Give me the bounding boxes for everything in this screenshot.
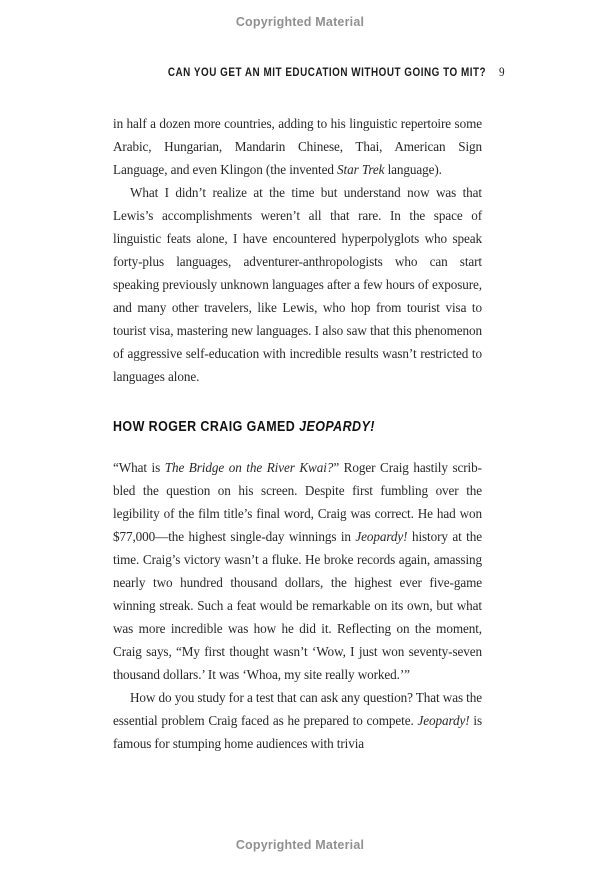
paragraph-study-for-any-question: How do you study for a test that can ask any question? That was the essential problem Craig faced as he prepared to compete. Jeopardy! is famous for stumping home audiences with trivia [113, 690, 483, 751]
copyright-notice-top: Copyrighted Material [235, 15, 365, 29]
section-heading [113, 419, 482, 435]
copyright-notice-bottom: Copyrighted Material [235, 838, 365, 852]
paragraph-roger-craig-jeopardy: “What is The Bridge on the River Kwai?” Roger Craig hastily scribbled the question on his screen. Despite first fumbling over the legibility of the film title’s final word, Craig was correct. He had won $77,000—the highest single-day winnings in Jeopardy! history at the time. Craig’s victory wasn’t a fluke. He broke records again, amassing nearly two hundred thousand dollars, the highest ever five-game winning streak. Such a feat would be remarkable on its own, but what was more incredible was how he did it. Reflecting on the moment, Craig says, “My first thought wasn’t ‘Wow, I just won seventy-seven thousand dollars.’ It was ‘Whoa, my site really worked.’” [113, 460, 483, 682]
running-head-inner [168, 64, 505, 80]
body-text-block [113, 112, 482, 755]
running-head [113, 63, 505, 81]
section-heading-text: HOW ROGER CRAIG GAMED JEOPARDY! [113, 419, 375, 435]
paragraph-linguistic-repertoire: in half a dozen more countries, adding to his linguistic repertoire some Arabic, Hungarian, Mandarin Chinese, Thai, American Sign Language, and even Klingon (the invented Star Trek language). [113, 116, 482, 177]
paragraph-hyperpolyglots: What I didn’t realize at the time but understand now was that Lewis’s accomplishments weren’t all that rare. In the space of linguistic feats alone, I have encountered hyperpolyglots who speak forty-plus languages, adventurer-anthropologists who can start speaking previously unknown languages after a few hours of exposure, and many other travelers, like Lewis, who hop from tourist visa to tourist visa, mastering new languages. I also saw that this phenomenon of aggressive self-education with incredible results wasn’t restricted to languages alone. [113, 185, 482, 384]
page-number: 9 [499, 64, 505, 79]
chapter-title: CAN YOU GET AN MIT EDUCATION WITHOUT GOING TO MIT? [167, 67, 487, 79]
